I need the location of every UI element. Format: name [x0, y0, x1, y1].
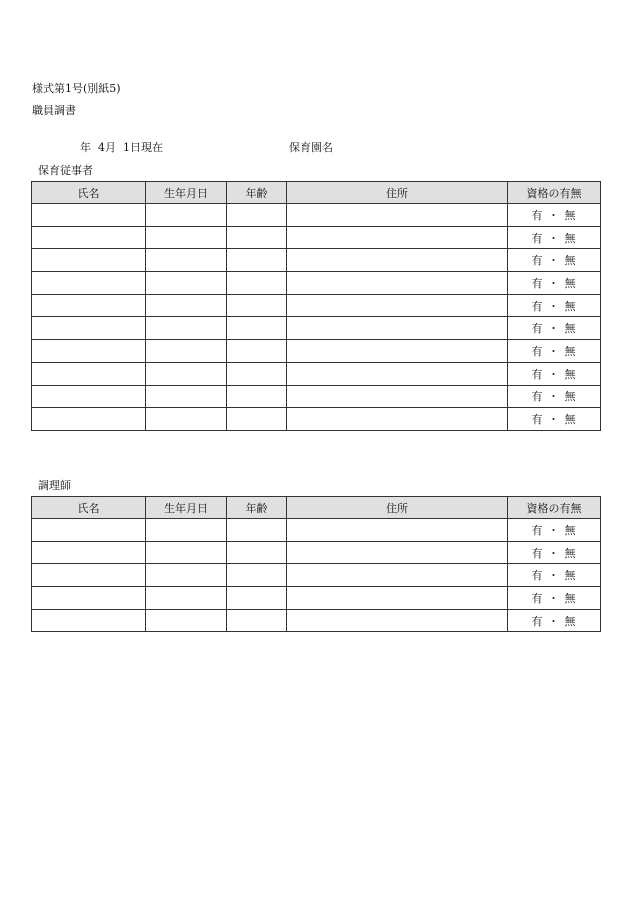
form-number: 様式第1号(別紙5)	[32, 82, 121, 95]
name-cell[interactable]	[32, 272, 146, 295]
address-cell[interactable]	[287, 226, 508, 249]
age-cell[interactable]	[227, 385, 287, 408]
age-cell[interactable]	[227, 564, 287, 587]
age-cell[interactable]	[227, 541, 287, 564]
name-cell[interactable]	[32, 362, 146, 385]
name-cell[interactable]	[32, 609, 146, 632]
table-header-row	[32, 497, 601, 519]
name-cell[interactable]	[32, 519, 146, 542]
age-cell[interactable]	[227, 340, 287, 363]
section-title-childcare-staff: 保育従事者	[38, 164, 93, 177]
qualification-cell[interactable]: 有 ・ 無	[508, 204, 601, 227]
column-header-name: 氏名	[32, 497, 146, 519]
table-row	[32, 294, 601, 317]
table-row	[32, 541, 601, 564]
column-header-address: 住所	[287, 182, 508, 204]
age-cell[interactable]	[227, 294, 287, 317]
table-row	[32, 519, 601, 542]
birthdate-cell[interactable]	[146, 564, 227, 587]
qualification-cell[interactable]: 有 ・ 無	[508, 272, 601, 295]
birthdate-cell[interactable]	[146, 587, 227, 610]
qualification-cell[interactable]: 有 ・ 無	[508, 226, 601, 249]
table-row	[32, 340, 601, 363]
name-cell[interactable]	[32, 408, 146, 431]
document-title: 職員調書	[32, 104, 76, 117]
birthdate-cell[interactable]	[146, 226, 227, 249]
birthdate-cell[interactable]	[146, 408, 227, 431]
age-cell[interactable]	[227, 587, 287, 610]
address-cell[interactable]	[287, 362, 508, 385]
table-row	[32, 204, 601, 227]
age-cell[interactable]	[227, 204, 287, 227]
qualification-cell[interactable]: 有 ・ 無	[508, 362, 601, 385]
table-row	[32, 226, 601, 249]
age-cell[interactable]	[227, 272, 287, 295]
column-header-qualification: 資格の有無	[508, 497, 601, 519]
age-cell[interactable]	[227, 362, 287, 385]
qualification-cell[interactable]: 有 ・ 無	[508, 609, 601, 632]
name-cell[interactable]	[32, 587, 146, 610]
birthdate-cell[interactable]	[146, 385, 227, 408]
address-cell[interactable]	[287, 249, 508, 272]
address-cell[interactable]	[287, 609, 508, 632]
name-cell[interactable]	[32, 564, 146, 587]
address-cell[interactable]	[287, 204, 508, 227]
qualification-cell[interactable]: 有 ・ 無	[508, 564, 601, 587]
column-header-name: 氏名	[32, 182, 146, 204]
birthdate-cell[interactable]	[146, 204, 227, 227]
table-row	[32, 564, 601, 587]
table-row	[32, 587, 601, 610]
table-row	[32, 317, 601, 340]
birthdate-cell[interactable]	[146, 317, 227, 340]
column-header-address: 住所	[287, 497, 508, 519]
as-of-date: 年 4月 1日現在	[80, 141, 163, 154]
birthdate-cell[interactable]	[146, 249, 227, 272]
age-cell[interactable]	[227, 249, 287, 272]
qualification-cell[interactable]: 有 ・ 無	[508, 587, 601, 610]
column-header-qualification: 資格の有無	[508, 182, 601, 204]
section-title-cook: 調理師	[38, 479, 71, 492]
address-cell[interactable]	[287, 294, 508, 317]
table-row	[32, 362, 601, 385]
column-header-age: 年齢	[227, 182, 287, 204]
column-header-birthdate: 生年月日	[146, 182, 227, 204]
column-header-birthdate: 生年月日	[146, 497, 227, 519]
birthdate-cell[interactable]	[146, 340, 227, 363]
name-cell[interactable]	[32, 385, 146, 408]
name-cell[interactable]	[32, 317, 146, 340]
name-cell[interactable]	[32, 204, 146, 227]
address-cell[interactable]	[287, 317, 508, 340]
name-cell[interactable]	[32, 541, 146, 564]
name-cell[interactable]	[32, 226, 146, 249]
nursery-name-label: 保育園名	[289, 141, 333, 154]
qualification-cell[interactable]: 有 ・ 無	[508, 340, 601, 363]
name-cell[interactable]	[32, 294, 146, 317]
age-cell[interactable]	[227, 226, 287, 249]
age-cell[interactable]	[227, 609, 287, 632]
age-cell[interactable]	[227, 408, 287, 431]
table-row	[32, 408, 601, 431]
address-cell[interactable]	[287, 385, 508, 408]
qualification-cell[interactable]: 有 ・ 無	[508, 519, 601, 542]
name-cell[interactable]	[32, 249, 146, 272]
table-row	[32, 385, 601, 408]
birthdate-cell[interactable]	[146, 609, 227, 632]
name-cell[interactable]	[32, 340, 146, 363]
qualification-cell[interactable]: 有 ・ 無	[508, 385, 601, 408]
address-cell[interactable]	[287, 587, 508, 610]
table-row	[32, 272, 601, 295]
address-cell[interactable]	[287, 408, 508, 431]
qualification-cell[interactable]: 有 ・ 無	[508, 249, 601, 272]
qualification-cell[interactable]: 有 ・ 無	[508, 317, 601, 340]
qualification-cell[interactable]: 有 ・ 無	[508, 408, 601, 431]
table-header-row	[32, 182, 601, 204]
qualification-cell[interactable]: 有 ・ 無	[508, 294, 601, 317]
birthdate-cell[interactable]	[146, 519, 227, 542]
birthdate-cell[interactable]	[146, 272, 227, 295]
table-row	[32, 609, 601, 632]
birthdate-cell[interactable]	[146, 362, 227, 385]
cook-table	[31, 496, 601, 632]
childcare-staff-table	[31, 181, 601, 431]
qualification-cell[interactable]: 有 ・ 無	[508, 541, 601, 564]
birthdate-cell[interactable]	[146, 541, 227, 564]
birthdate-cell[interactable]	[146, 294, 227, 317]
address-cell[interactable]	[287, 272, 508, 295]
column-header-age: 年齢	[227, 497, 287, 519]
age-cell[interactable]	[227, 317, 287, 340]
address-cell[interactable]	[287, 519, 508, 542]
address-cell[interactable]	[287, 340, 508, 363]
address-cell[interactable]	[287, 541, 508, 564]
table-row	[32, 249, 601, 272]
address-cell[interactable]	[287, 564, 508, 587]
age-cell[interactable]	[227, 519, 287, 542]
